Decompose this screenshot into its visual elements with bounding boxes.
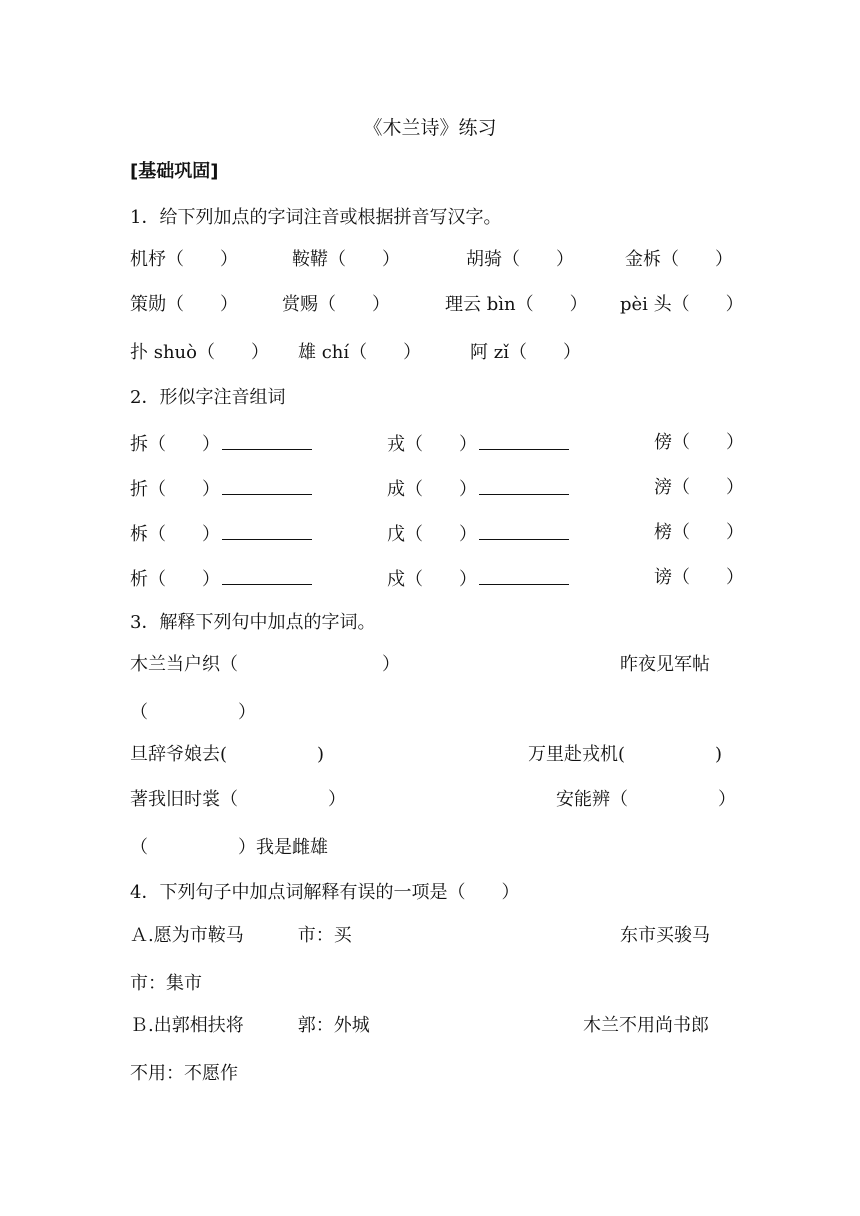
q1-item: 胡骑（ ）	[466, 249, 574, 270]
q4-option-a: Ａ.愿为市鞍马 市：买	[130, 925, 352, 946]
q3-item: 昨夜见军帖	[620, 654, 710, 675]
answer-blank[interactable]	[479, 521, 569, 540]
q1-item: 金柝（ ）	[625, 249, 733, 270]
q1-item: 策勋（ ）	[130, 294, 238, 315]
q2-item: 折（ ）	[130, 476, 312, 502]
q1-item: 阿 zǐ（ ）	[470, 342, 581, 363]
q1-item: 赏赐（ ）	[282, 294, 390, 315]
q3-item: （ ）	[130, 702, 256, 723]
q2-item: 成（ ）	[387, 476, 569, 502]
q2-item: 榜（ ）	[654, 522, 744, 543]
q2-item: 戊（ ）	[387, 521, 569, 547]
q2-item: 析（ ）	[130, 566, 312, 592]
q1-item: 机杼（ ）	[130, 249, 238, 270]
q3-item: 著我旧时裳（ ）	[130, 789, 346, 810]
question-4-text: 4．下列句子中加点词解释有误的一项是（ ）	[130, 882, 520, 903]
q4-option-a-gloss: 市：集市	[130, 973, 202, 994]
q2-item: 谤（ ）	[654, 567, 744, 588]
question-2-text: 2．形似字注音组词	[130, 387, 286, 408]
question-3-text: 3．解释下列句中加点的字词。	[130, 612, 376, 633]
section-heading: [基础巩固]	[130, 161, 219, 182]
q4-option-b-example: 木兰不用尚书郎	[583, 1015, 709, 1036]
q3-item: 木兰当户织（ ）	[130, 654, 400, 675]
answer-blank[interactable]	[479, 566, 569, 585]
q4-option-a-example: 东市买骏马	[620, 925, 710, 946]
q1-item: 扑 shuò（ ）	[130, 342, 269, 363]
q3-item: 旦辞爷娘去( )	[130, 744, 325, 765]
q4-option-b-gloss: 不用：不愿作	[130, 1063, 238, 1084]
answer-blank[interactable]	[222, 566, 312, 585]
q3-item: （ ）我是雌雄	[130, 837, 328, 858]
q1-item: pèi 头（ ）	[620, 294, 744, 315]
answer-blank[interactable]	[222, 521, 312, 540]
q1-item: 理云 bìn（ ）	[445, 294, 588, 315]
page-title: 《木兰诗》练习	[363, 117, 497, 139]
answer-blank[interactable]	[479, 431, 569, 450]
q3-item: 安能辨（ ）	[556, 789, 736, 810]
q2-item: 戍（ ）	[387, 566, 569, 592]
answer-blank[interactable]	[479, 476, 569, 495]
q2-item: 拆（ ）	[130, 431, 312, 457]
q2-item: 傍（ ）	[654, 432, 744, 453]
answer-blank[interactable]	[222, 476, 312, 495]
question-1-text: 1．给下列加点的字词注音或根据拼音写汉字。	[130, 207, 502, 228]
q4-option-b: Ｂ.出郭相扶将 郭：外城	[130, 1015, 370, 1036]
q2-item: 滂（ ）	[654, 477, 744, 498]
q1-item: 鞍鞯（ ）	[292, 249, 400, 270]
answer-blank[interactable]	[222, 431, 312, 450]
q3-item: 万里赴戎机( )	[528, 744, 723, 765]
q2-item: 柝（ ）	[130, 521, 312, 547]
q1-item: 雄 chí（ ）	[298, 342, 422, 363]
q2-item: 戎（ ）	[387, 431, 569, 457]
